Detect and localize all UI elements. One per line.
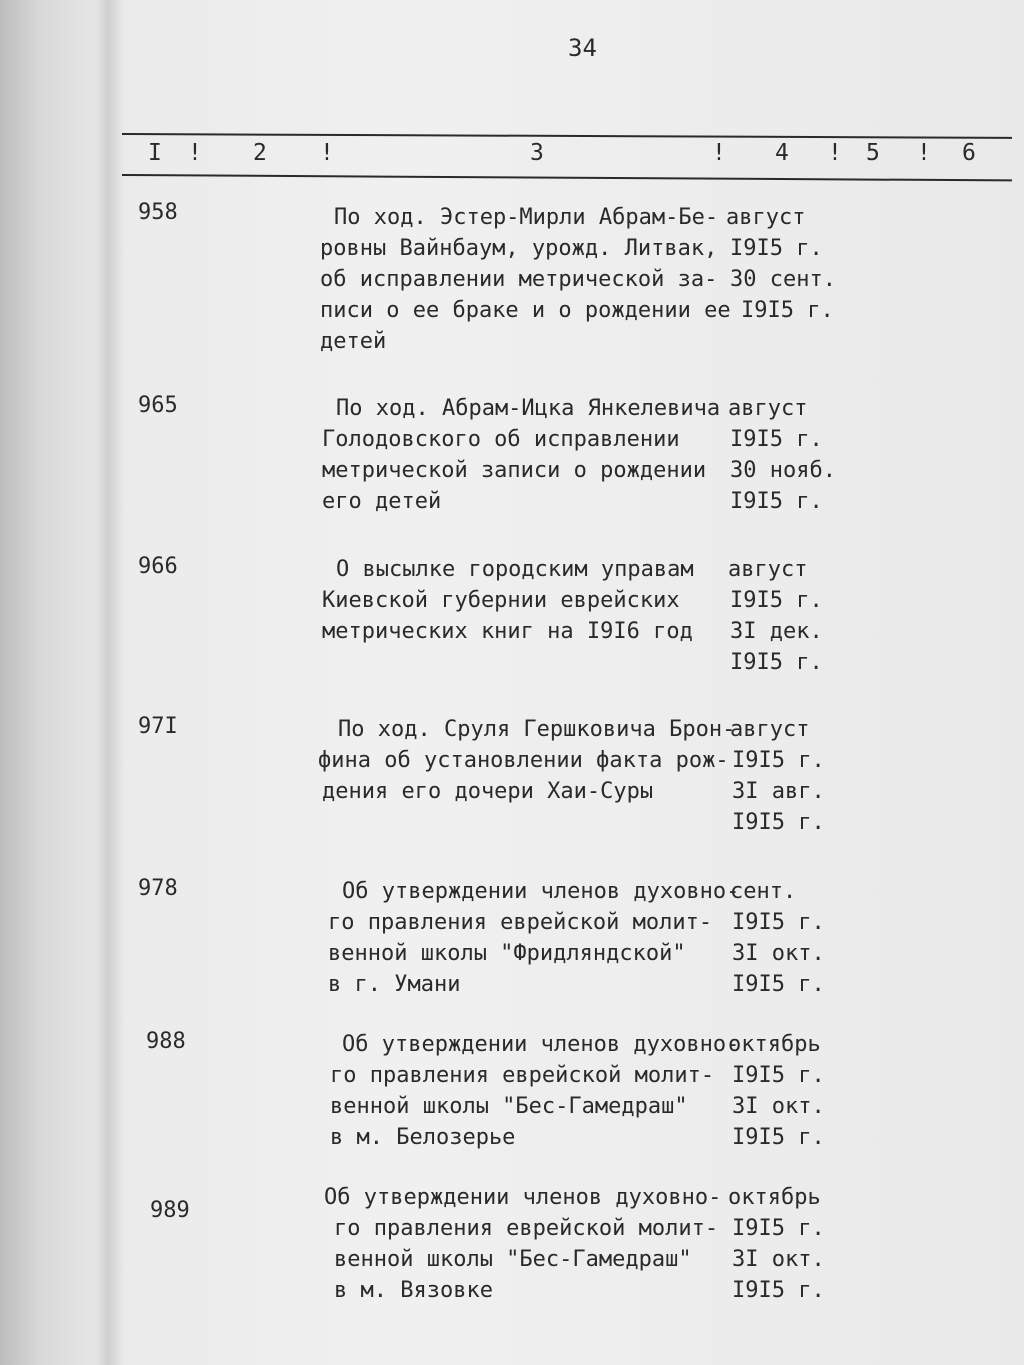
entry-number: 965 bbox=[138, 393, 178, 418]
entry-date-line: 3I окт. bbox=[732, 1094, 825, 1119]
column-separator: ! bbox=[828, 140, 842, 166]
entry-title-line: метрических книг на I9I6 год bbox=[322, 619, 693, 644]
entry-date-line: I9I5 г. bbox=[730, 650, 823, 675]
entry-date-line: I9I5 г. bbox=[730, 489, 823, 514]
entry-date-line: октябрь bbox=[728, 1032, 821, 1057]
entry-date-line: октябрь bbox=[728, 1185, 821, 1210]
entry-title-line: По ход. Эстер-Мирли Абрам-Бе- bbox=[334, 205, 719, 230]
entry-title-line: об исправлении метрической за- bbox=[320, 267, 718, 292]
column-header-4: 4 bbox=[775, 140, 789, 166]
entry-title-line: венной школы "Бес-Гамедраш" bbox=[334, 1247, 692, 1272]
column-separator: ! bbox=[917, 140, 931, 166]
entry-title-line: венной школы "Бес-Гамедраш" bbox=[330, 1094, 688, 1119]
entry-date-line: I9I5 г. bbox=[732, 1063, 825, 1088]
entry-date-line: I9I5 г. bbox=[730, 588, 823, 613]
entry-title-line: Об утверждении членов духовно- bbox=[342, 879, 740, 904]
entry-date-line: I9I5 г. bbox=[732, 972, 825, 997]
entry-date-line: сент. bbox=[730, 879, 797, 904]
entry-title-line: дения его дочери Хаи-Суры bbox=[322, 779, 654, 804]
entry-title-line: Киевской губернии еврейских bbox=[322, 588, 680, 613]
entry-date-line: I9I5 г. bbox=[732, 810, 825, 835]
entry-date-line: I9I5 г. bbox=[732, 1216, 825, 1241]
entry-date-line: 3I авг. bbox=[732, 779, 825, 804]
entry-number: 966 bbox=[138, 554, 178, 579]
entry-date-line: август bbox=[728, 557, 808, 582]
column-separator: ! bbox=[712, 140, 726, 166]
column-header-1: I bbox=[148, 140, 162, 166]
entry-title-line: его детей bbox=[322, 489, 442, 514]
entry-date-line: I9I5 г. bbox=[732, 1278, 825, 1303]
entry-date-line: август bbox=[728, 396, 808, 421]
column-separator: ! bbox=[320, 140, 334, 166]
entry-title-line: ровны Вайнбаум, урожд. Литвак, bbox=[320, 236, 718, 261]
entry-date-line: 30 нояб. bbox=[730, 458, 836, 483]
entry-title-line: го правления еврейской молит- bbox=[334, 1216, 719, 1241]
entry-title-line: детей bbox=[320, 329, 387, 354]
entry-title-line: Об утверждении членов духовно- bbox=[324, 1185, 722, 1210]
entry-title-line: в г. Умани bbox=[328, 972, 461, 997]
table-top-rule bbox=[122, 133, 1012, 139]
entry-date-line: I9I5 г. bbox=[732, 1125, 825, 1150]
table-header-rule bbox=[122, 174, 1012, 181]
column-header-6: 6 bbox=[962, 140, 976, 166]
entry-title-line: Об утверждении членов духовно- bbox=[342, 1032, 740, 1057]
entry-date-line: 3I окт. bbox=[732, 941, 825, 966]
entry-date-line: август bbox=[726, 205, 806, 230]
entry-number: 958 bbox=[138, 200, 178, 225]
column-header-5: 5 bbox=[866, 140, 880, 166]
entry-title-line: в м. Белозерье bbox=[330, 1125, 516, 1150]
entry-number: 978 bbox=[138, 876, 178, 901]
entry-title-line: го правления еврейской молит- bbox=[330, 1063, 715, 1088]
column-separator: ! bbox=[188, 140, 202, 166]
entry-title-line: По ход. Сруля Гершковича Брон- bbox=[338, 717, 736, 742]
column-header-3: 3 bbox=[530, 140, 544, 166]
column-header-2: 2 bbox=[253, 140, 267, 166]
entry-title-line: фина об установлении факта рож- bbox=[318, 748, 729, 773]
entry-date-line: I9I5 г. bbox=[730, 236, 823, 261]
entry-number: 988 bbox=[146, 1029, 186, 1054]
entry-title-line: По ход. Абрам-Ицка Янкелевича bbox=[336, 396, 721, 421]
page-number: 34 bbox=[568, 34, 597, 62]
entry-date-line: I9I5 г. bbox=[732, 910, 825, 935]
entry-title-line: О высылке городским управам bbox=[336, 557, 694, 582]
entry-date-line: август bbox=[730, 717, 810, 742]
entry-title-line: в м. Вязовке bbox=[334, 1278, 493, 1303]
entry-title-line: венной школы "Фридляндской" bbox=[328, 941, 686, 966]
entry-date-line: 3I окт. bbox=[732, 1247, 825, 1272]
entry-number: 989 bbox=[150, 1198, 190, 1223]
entry-date-line: I9I5 г. bbox=[741, 298, 834, 323]
entry-date-line: 3I дек. bbox=[730, 619, 823, 644]
entry-title-line: метрической записи о рождении bbox=[322, 458, 707, 483]
entry-number: 97I bbox=[138, 714, 178, 739]
entry-title-line: писи о ее браке и о рождении ее bbox=[320, 298, 731, 323]
entry-date-line: 30 сент. bbox=[730, 267, 836, 292]
entry-date-line: I9I5 г. bbox=[732, 748, 825, 773]
entry-date-line: I9I5 г. bbox=[730, 427, 823, 452]
entry-title-line: го правления еврейской молит- bbox=[328, 910, 713, 935]
entry-title-line: Голодовского об исправлении bbox=[322, 427, 680, 452]
